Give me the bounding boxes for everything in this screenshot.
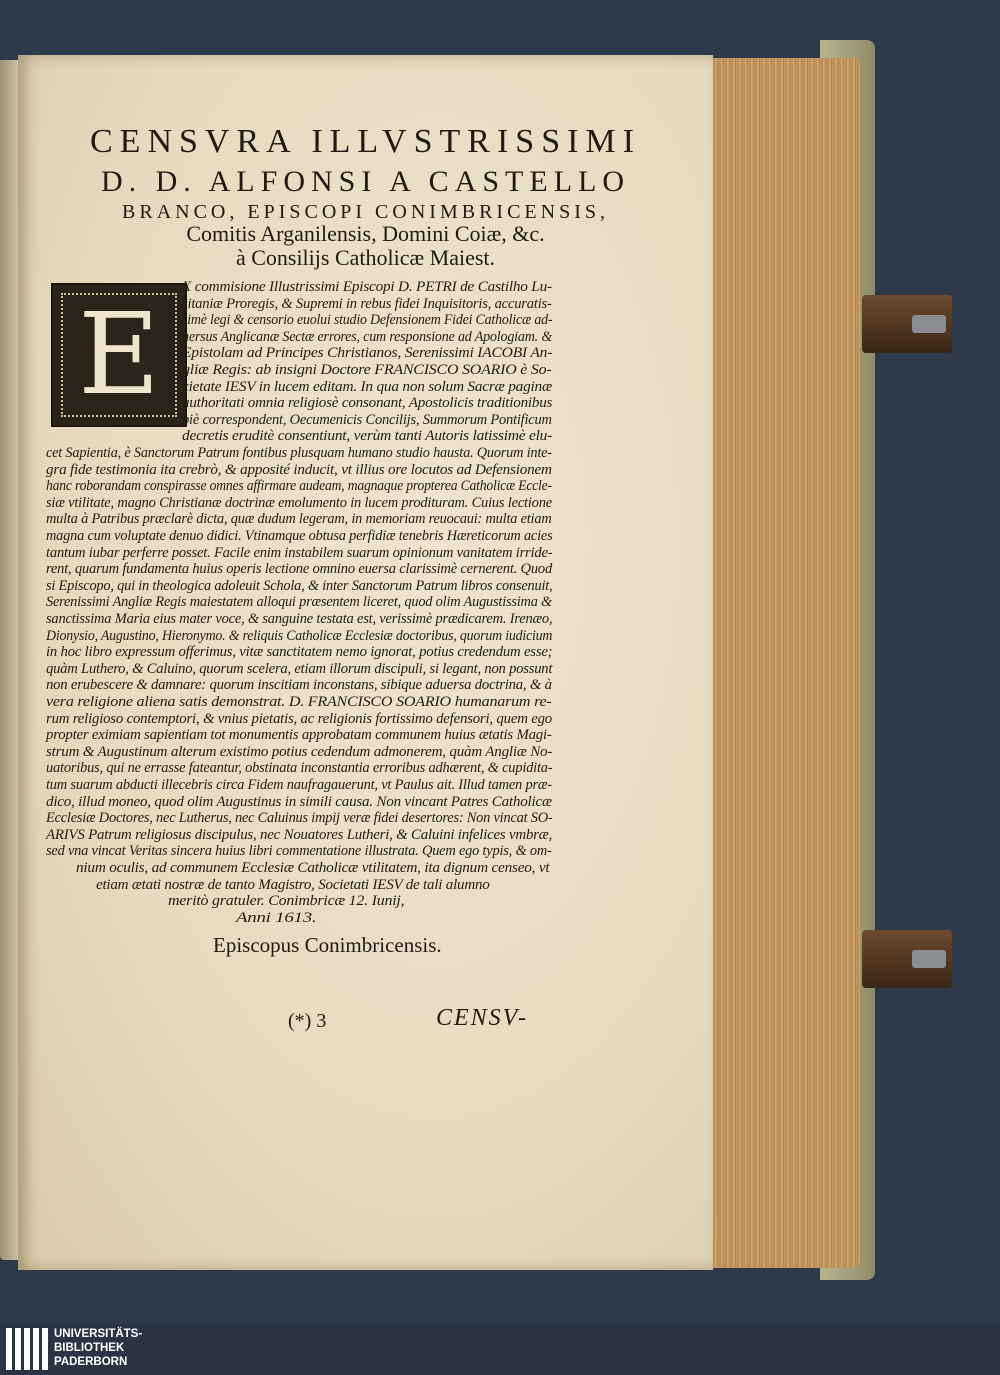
body-line: decretis eruditè consentiunt, verùm tanti Autoris latissimè elu- <box>182 428 553 445</box>
body-line: sitaniæ Proregis, & Supremi in rebus fidei Inquisitoris, accuratis- <box>182 295 552 312</box>
library-logo-text <box>54 1327 142 1369</box>
library-logo-line-1: UNIVERSITÄTS- <box>54 1328 143 1340</box>
body-line: piè correspondent, Oecumenicis Concilijs, Summorum Pontificum <box>182 411 552 428</box>
clasp-pin <box>912 950 946 968</box>
body-line: cet Sapientia, è Sanctorum Patrum fontibus plusquam humano studio hausta. Quorum inte- <box>46 445 552 461</box>
body-line: propter eximiam sapientiam tot monumentis approbatam communem huius ætatis Magi- <box>46 727 552 744</box>
body-line: gra fide testimonia ita crebrò, & apposité inducit, vt illius ore locutos ad Defensionem <box>46 461 552 478</box>
body-line: uersus Anglicanæ Sectæ errores, cum responsione ad Apologiam. & <box>182 328 553 345</box>
heading-line-2: D. D. ALFONSI A CASTELLO <box>100 165 631 198</box>
catchword: CENSV- <box>436 1005 529 1031</box>
body-line: simè legi & censorio euolui studio Defensionem Fidei Catholicæ ad- <box>182 312 553 329</box>
library-logo-line-3: PADERBORN <box>54 1356 128 1368</box>
library-logo-icon <box>6 1328 50 1370</box>
signature-mark: (*) 3 <box>288 1010 327 1032</box>
body-line: Serenissimi Angliæ Regis maiestatem alloqui præsentem liceret, quod olim Augustissima & <box>46 594 553 611</box>
initial-letter: E <box>78 290 160 420</box>
initial-ornament <box>61 290 177 420</box>
body-line: meritò gratuler. Conimbricæ 12. Iunij, <box>168 893 405 910</box>
page-fore-edge <box>700 58 860 1268</box>
body-line: multa à Patribus præclarè dicta, quæ dudum legeram, in memoriam reuocaui: multa etiam <box>46 511 552 528</box>
body-line: strum & Augustinum alterum existimo potius cedendum admonerem, quàm Angliæ No- <box>46 743 553 760</box>
body-line: in hoc libro expressum offerimus, vitæ sanctitatem nemo ignorat, potius credendum esse; <box>46 644 553 661</box>
body-line: Epistolam ad Principes Christianos, Serenissimi IACOBI An- <box>182 345 553 362</box>
heading-line-4: Comitis Arganilensis, Domini Coiæ, &c. <box>186 221 545 246</box>
body-line: non erubescere & damnare: quorum inscitiam inconstans, sibique aduersa doctrina, & à <box>46 677 552 694</box>
body-line: uatoribus, qui ne errasse fateantur, obstinata inconstantia erroribus adhærent, & cupidita- <box>46 760 553 777</box>
body-line: cietate IESV in lucem editam. In qua non solum Sacræ paginæ <box>182 378 552 395</box>
body-line: authoritati omnia religiosè consonant, Apostolicis traditionibus <box>182 395 553 412</box>
body-line: X commisione Illustrissimi Episcopi D. PETRI de Castilho Lu- <box>182 279 552 295</box>
body-line: sanctissima Maria eius mater voce, & sanguine testata est, verissimè prædicarem. Irenæo, <box>46 611 553 627</box>
clasp-pin <box>912 315 946 333</box>
library-logo-line-2: BIBLIOTHEK <box>54 1342 125 1354</box>
body-line: sed vna vincat Veritas sincera huius libri commentatione illustrata. Quem ego typis, & om- <box>46 843 552 860</box>
body-line: quàm Luthero, & Caluino, quorum scelera, etiam illorum discipuli, si legant, non possunt <box>46 660 553 677</box>
body-line: vera religione aliena satis demonstrat. D. FRANCISCO SOARIO humanarum re- <box>46 694 552 710</box>
body-line: gliæ Regis: ab insigni Doctore FRANCISCO SOARIO è So- <box>182 362 552 378</box>
clasp-upper <box>862 295 952 353</box>
body-line: ARIVS Patrum religiosus discipulus, nec Nouatores Lutheri, & Caluini infelices vmbræ, <box>46 826 553 843</box>
heading-line-5: à Consilijs Catholicæ Maiest. <box>235 245 496 270</box>
body-line: Dionysio, Augustino, Hieronymo. & reliquis Catholicæ Ecclesiæ doctoribus, quorum iudicium <box>46 627 553 644</box>
library-footer <box>0 1325 1000 1375</box>
clasp-lower <box>862 930 952 988</box>
body-line: hanc roborandam conspirasse omnes affirmare audeam, magnaque propterea Catholicæ Eccle- <box>46 478 552 495</box>
body-line: rum religioso contemptori, & vnius pietatis, ac religionis fortissimo defensori, quem ego <box>46 710 552 727</box>
body-line: tantum iubar perferre posset. Facile enim instabilem suarum opinionum vanitatem irride- <box>46 544 553 561</box>
body-line: si Episcopo, qui in theologica adoleuit Schola, & inter Sanctorum Patrum libros consenuit, <box>46 577 553 594</box>
heading-line-1: CENSVRA ILLVSTRISSIMI <box>90 123 641 160</box>
body-line: dico, illud moneo, quod olim Augustinus in simili causa. Non vincant Patres Catholicæ <box>46 793 552 810</box>
body-line: nium oculis, ad communem Ecclesiæ Catholicæ vtilitatem, ita dignum censeo, vt <box>76 860 550 876</box>
body-line: tum suarum abducti illecebris circa Fidem naufragauerunt, vt Paulus ait. Illud tamen præ- <box>46 777 552 793</box>
body-line: Anni 1613. <box>236 909 317 926</box>
body-line: rent, quarum fundamenta huius operis lectione omnino euersa clarissimè cernerent. Quod <box>46 561 553 578</box>
heading-line-3: BRANCO, EPISCOPI CONIMBRICENSIS, <box>122 201 609 223</box>
book-page <box>18 55 713 1270</box>
decorated-initial <box>51 283 187 427</box>
body-line: Ecclesiæ Doctores, nec Lutherus, nec Caluinus impij veræ fidei desertores: Non vincat SO- <box>46 810 553 827</box>
body-line: magna cum voluptate denuo didici. Vtinamque obtusa perfidiæ tenebris Hæreticorum acies <box>46 528 553 544</box>
body-line: etiam ætati nostræ de tanto Magistro, Societati IESV de tali alumno <box>96 876 490 893</box>
body-line: siæ vtilitate, magno Christianæ doctrinæ emolumento in lucem prodituram. Cuius lectione <box>46 494 552 511</box>
signature: Episcopus Conimbricensis. <box>213 933 442 957</box>
